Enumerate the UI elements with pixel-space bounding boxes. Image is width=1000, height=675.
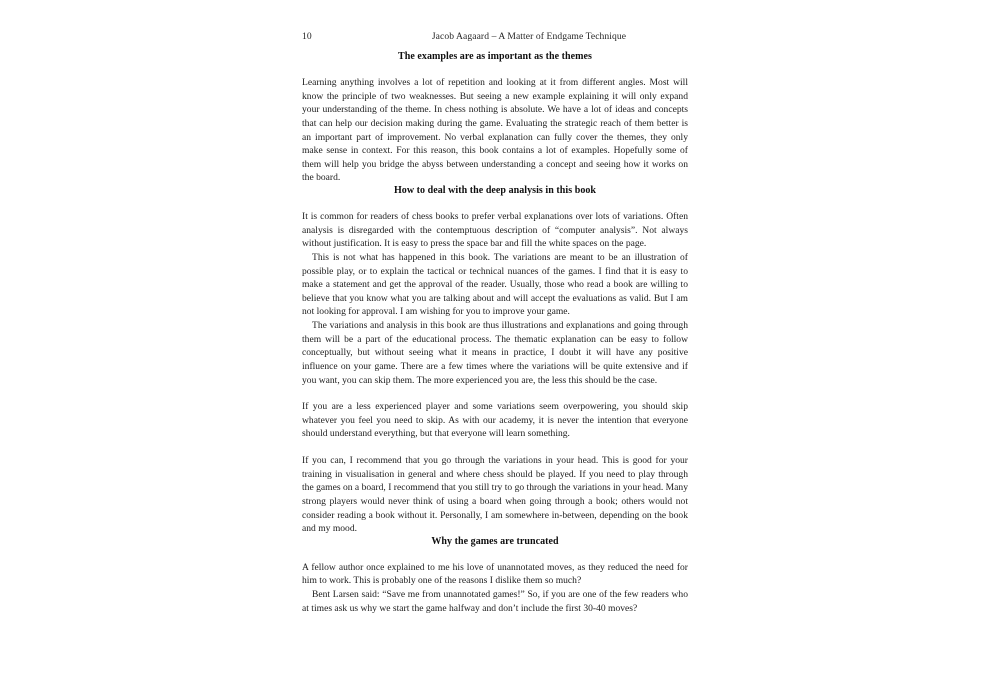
paragraph: Bent Larsen said: “Save me from unannotated games!” So, if you are one of the few readers who at times ask us why we start the game halfway and don’t include the first 30-40 moves? bbox=[302, 589, 688, 614]
paragraph: If you can, I recommend that you go through the variations in your head. This is good for your training in visualisation in general and where chess should be played. If you need to play through the games on a board, I recommend that you still try to go through the variations in your head. Many strong players would never think of using a board when going through a book; others would not consider reading a book without it. Personally, I am somewhere in-between, depending on the book and my mood. bbox=[302, 455, 688, 535]
page-text-column bbox=[302, 0, 688, 615]
paragraph: If you are a less experienced player and some variations seem overpowering, you should skip whatever you feel you need to skip. As with our academy, it is never the intention that everyone should understand everything, but that everyone will learn something. bbox=[302, 401, 688, 440]
paragraph: This is not what has happened in this book. The variations are meant to be an illustration of possible play, or to explain the tactical or technical nuances of the games. I find that it is easy to make a statement and get the approval of the reader. Usually, those who read a book are willing to believe that you know what you are talking about and will accept the evaluations as valid. But I am not looking for approval. I am wishing for you to improve your game. bbox=[302, 251, 688, 318]
paragraph: The variations and analysis in this book are thus illustrations and explanations and going through them will be a part of the educational process. The thematic explanation can be easy to follow conceptually, but without seeing what it means in practice, I doubt it will have any positive influence on your game. There are a few times where the variations will be quite extensive and if you want, you can skip them. The more experienced you are, the less this should be the case. bbox=[302, 320, 688, 386]
running-head-title: Jacob Aagaard – A Matter of Endgame Technique bbox=[431, 31, 627, 42]
section-heading-examples: The examples are as important as the themes bbox=[398, 51, 592, 62]
paragraph: A fellow author once explained to me his love of unannotated moves, as they reduced the need for him to work. This is probably one of the reasons I dislike them so much? bbox=[302, 561, 688, 587]
paragraph: It is common for readers of chess books to prefer verbal explanations over lots of variations. Often analysis is disregarded with the contemptuous description of “computer analysis”. Not always without justification. It is easy to press the space bar and fill the white spaces on the page. bbox=[302, 211, 688, 250]
page-number: 10 bbox=[302, 31, 312, 42]
paragraph: Learning anything involves a lot of repetition and looking at it from different angles. Most will know the principle of two weaknesses. But seeing a new example explaining it will only expand your understanding of the theme. In chess nothing is absolute. We have a lot of ideas and concepts that can help our decision making during the game. Evaluating the strategic reach of them better is an important part of improvement. No verbal explanation can fully cover the themes, they only make sense in context. For this reason, this book contains a lot of examples. Hopefully some of them will help you bridge the abyss between understanding a concept and seeing how it works on the board. bbox=[302, 77, 688, 184]
section-heading-deep-analysis: How to deal with the deep analysis in this book bbox=[393, 185, 597, 196]
running-head bbox=[302, 31, 688, 51]
section-heading-truncated-games: Why the games are truncated bbox=[431, 535, 559, 547]
